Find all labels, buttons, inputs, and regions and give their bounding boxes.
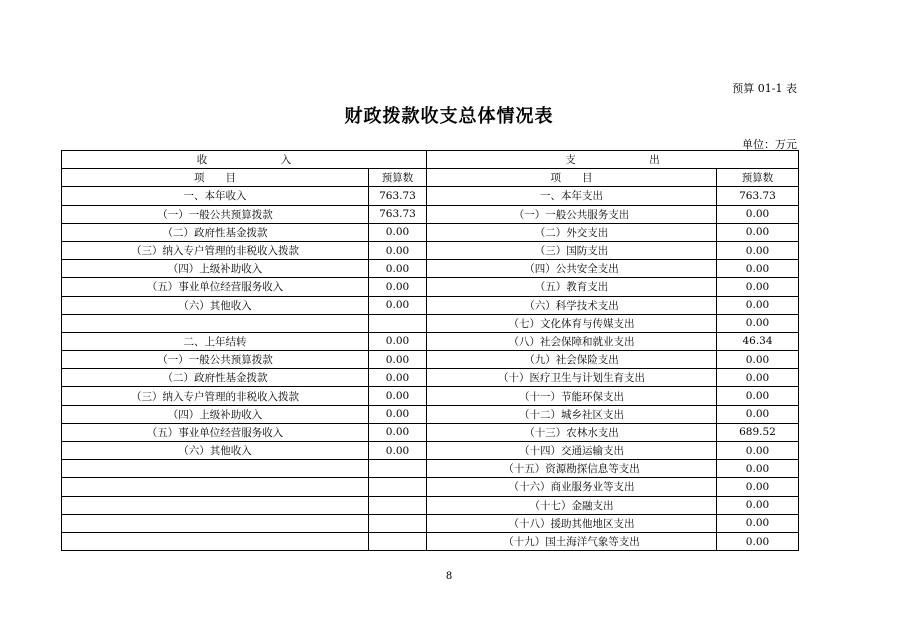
income-value-cell: 763.73 bbox=[369, 205, 427, 223]
income-value-cell: 0.00 bbox=[369, 442, 427, 460]
expense-item-cell: （十七）金融支出 bbox=[427, 496, 717, 514]
income-item-cell: （四）上级补助收入 bbox=[62, 260, 369, 278]
income-value-cell: 0.00 bbox=[369, 369, 427, 387]
income-item-cell: （五）事业单位经营服务收入 bbox=[62, 278, 369, 296]
expense-value-cell: 0.00 bbox=[717, 442, 799, 460]
expense-value-cell: 0.00 bbox=[717, 223, 799, 241]
expense-value-cell: 0.00 bbox=[717, 369, 799, 387]
income-value-cell: 0.00 bbox=[369, 241, 427, 259]
expense-value-cell: 0.00 bbox=[717, 532, 799, 550]
income-item-cell: （五）事业单位经营服务收入 bbox=[62, 423, 369, 441]
income-value-cell bbox=[369, 460, 427, 478]
income-item-cell bbox=[62, 314, 369, 332]
expense-value-cell: 0.00 bbox=[717, 205, 799, 223]
expense-value-cell: 0.00 bbox=[717, 478, 799, 496]
income-value-cell: 0.00 bbox=[369, 405, 427, 423]
table-row bbox=[62, 532, 799, 550]
expense-item-cell: （九）社会保险支出 bbox=[427, 351, 717, 369]
income-item-cell bbox=[62, 532, 369, 550]
income-item-cell: （六）其他收入 bbox=[62, 442, 369, 460]
income-value-cell bbox=[369, 314, 427, 332]
income-item-header: 项 目 bbox=[62, 169, 369, 187]
income-value-cell: 0.00 bbox=[369, 296, 427, 314]
income-item-cell: （六）其他收入 bbox=[62, 296, 369, 314]
expense-value-cell: 0.00 bbox=[717, 260, 799, 278]
expense-item-cell: （十二）城乡社区支出 bbox=[427, 405, 717, 423]
expense-budget-header: 预算数 bbox=[717, 169, 799, 187]
income-value-cell: 0.00 bbox=[369, 351, 427, 369]
column-header-row bbox=[62, 169, 799, 187]
expense-value-cell: 689.52 bbox=[717, 423, 799, 441]
expense-item-cell: （十六）商业服务业等支出 bbox=[427, 478, 717, 496]
page-title: 财政拨款收支总体情况表 bbox=[344, 106, 554, 127]
expense-value-cell: 0.00 bbox=[717, 460, 799, 478]
income-value-cell: 0.00 bbox=[369, 332, 427, 350]
income-item-cell: （四）上级补助收入 bbox=[62, 405, 369, 423]
table-row bbox=[62, 405, 799, 423]
expense-item-header: 项 目 bbox=[427, 169, 717, 187]
table-row bbox=[62, 260, 799, 278]
income-item-cell: （三）纳入专户管理的非税收入拨款 bbox=[62, 241, 369, 259]
income-value-cell: 0.00 bbox=[369, 423, 427, 441]
budget-table bbox=[61, 150, 799, 551]
expense-item-cell: （十四）交通运输支出 bbox=[427, 442, 717, 460]
income-item-cell bbox=[62, 514, 369, 532]
unit-label: 单位：万元 bbox=[742, 138, 797, 151]
expense-value-cell: 0.00 bbox=[717, 514, 799, 532]
expense-item-cell: （四）公共安全支出 bbox=[427, 260, 717, 278]
expense-item-cell: （十八）援助其他地区支出 bbox=[427, 514, 717, 532]
income-value-cell: 0.00 bbox=[369, 387, 427, 405]
expense-value-cell: 0.00 bbox=[717, 405, 799, 423]
table-row bbox=[62, 478, 799, 496]
table-row bbox=[62, 387, 799, 405]
income-item-cell: （一）一般公共预算拨款 bbox=[62, 205, 369, 223]
table-row bbox=[62, 423, 799, 441]
expense-value-cell: 0.00 bbox=[717, 496, 799, 514]
table-row bbox=[62, 332, 799, 350]
income-item-cell: 一、本年收入 bbox=[62, 187, 369, 205]
table-row bbox=[62, 278, 799, 296]
income-item-cell: （三）纳入专户管理的非税收入拨款 bbox=[62, 387, 369, 405]
table-row bbox=[62, 187, 799, 205]
expense-value-cell: 0.00 bbox=[717, 241, 799, 259]
expense-value-cell: 0.00 bbox=[717, 387, 799, 405]
table-row bbox=[62, 514, 799, 532]
income-item-cell: 二、上年结转 bbox=[62, 332, 369, 350]
table-row bbox=[62, 351, 799, 369]
expense-item-cell: （十五）资源勘探信息等支出 bbox=[427, 460, 717, 478]
table-row bbox=[62, 442, 799, 460]
page-number: 8 bbox=[445, 571, 453, 582]
expense-item-cell: （三）国防支出 bbox=[427, 241, 717, 259]
income-budget-header: 预算数 bbox=[369, 169, 427, 187]
expense-value-cell: 763.73 bbox=[717, 187, 799, 205]
expense-value-cell: 0.00 bbox=[717, 296, 799, 314]
income-value-cell: 0.00 bbox=[369, 278, 427, 296]
income-value-cell: 763.73 bbox=[369, 187, 427, 205]
expense-item-cell: （八）社会保障和就业支出 bbox=[427, 332, 717, 350]
table-row bbox=[62, 296, 799, 314]
table-row bbox=[62, 314, 799, 332]
expense-item-cell: （二）外交支出 bbox=[427, 223, 717, 241]
expense-item-cell: （七）文化体育与传媒支出 bbox=[427, 314, 717, 332]
income-value-cell: 0.00 bbox=[369, 223, 427, 241]
income-group-header: 收 入 bbox=[62, 151, 427, 169]
expense-item-cell: （十）医疗卫生与计划生育支出 bbox=[427, 369, 717, 387]
expense-item-cell: （十一）节能环保支出 bbox=[427, 387, 717, 405]
expense-item-cell: 一、本年支出 bbox=[427, 187, 717, 205]
form-code: 预算 01-1 表 bbox=[732, 82, 797, 95]
income-value-cell bbox=[369, 532, 427, 550]
table-row bbox=[62, 369, 799, 387]
expense-value-cell: 0.00 bbox=[717, 351, 799, 369]
income-item-cell: （二）政府性基金拨款 bbox=[62, 369, 369, 387]
expense-value-cell: 0.00 bbox=[717, 314, 799, 332]
income-value-cell bbox=[369, 514, 427, 532]
income-item-cell bbox=[62, 496, 369, 514]
table-row bbox=[62, 205, 799, 223]
table-row bbox=[62, 241, 799, 259]
expense-item-cell: （十三）农林水支出 bbox=[427, 423, 717, 441]
income-value-cell: 0.00 bbox=[369, 260, 427, 278]
expense-value-cell: 0.00 bbox=[717, 278, 799, 296]
income-item-cell: （二）政府性基金拨款 bbox=[62, 223, 369, 241]
income-item-cell bbox=[62, 460, 369, 478]
expense-value-cell: 46.34 bbox=[717, 332, 799, 350]
expense-item-cell: （六）科学技术支出 bbox=[427, 296, 717, 314]
income-value-cell bbox=[369, 478, 427, 496]
expense-item-cell: （五）教育支出 bbox=[427, 278, 717, 296]
income-value-cell bbox=[369, 496, 427, 514]
table-row bbox=[62, 223, 799, 241]
expense-item-cell: （一）一般公共服务支出 bbox=[427, 205, 717, 223]
income-item-cell: （一）一般公共预算拨款 bbox=[62, 351, 369, 369]
income-item-cell bbox=[62, 478, 369, 496]
table-row bbox=[62, 460, 799, 478]
expense-item-cell: （十九）国土海洋气象等支出 bbox=[427, 532, 717, 550]
group-header-row bbox=[62, 151, 799, 169]
table-row bbox=[62, 496, 799, 514]
expense-group-header: 支 出 bbox=[427, 151, 799, 169]
